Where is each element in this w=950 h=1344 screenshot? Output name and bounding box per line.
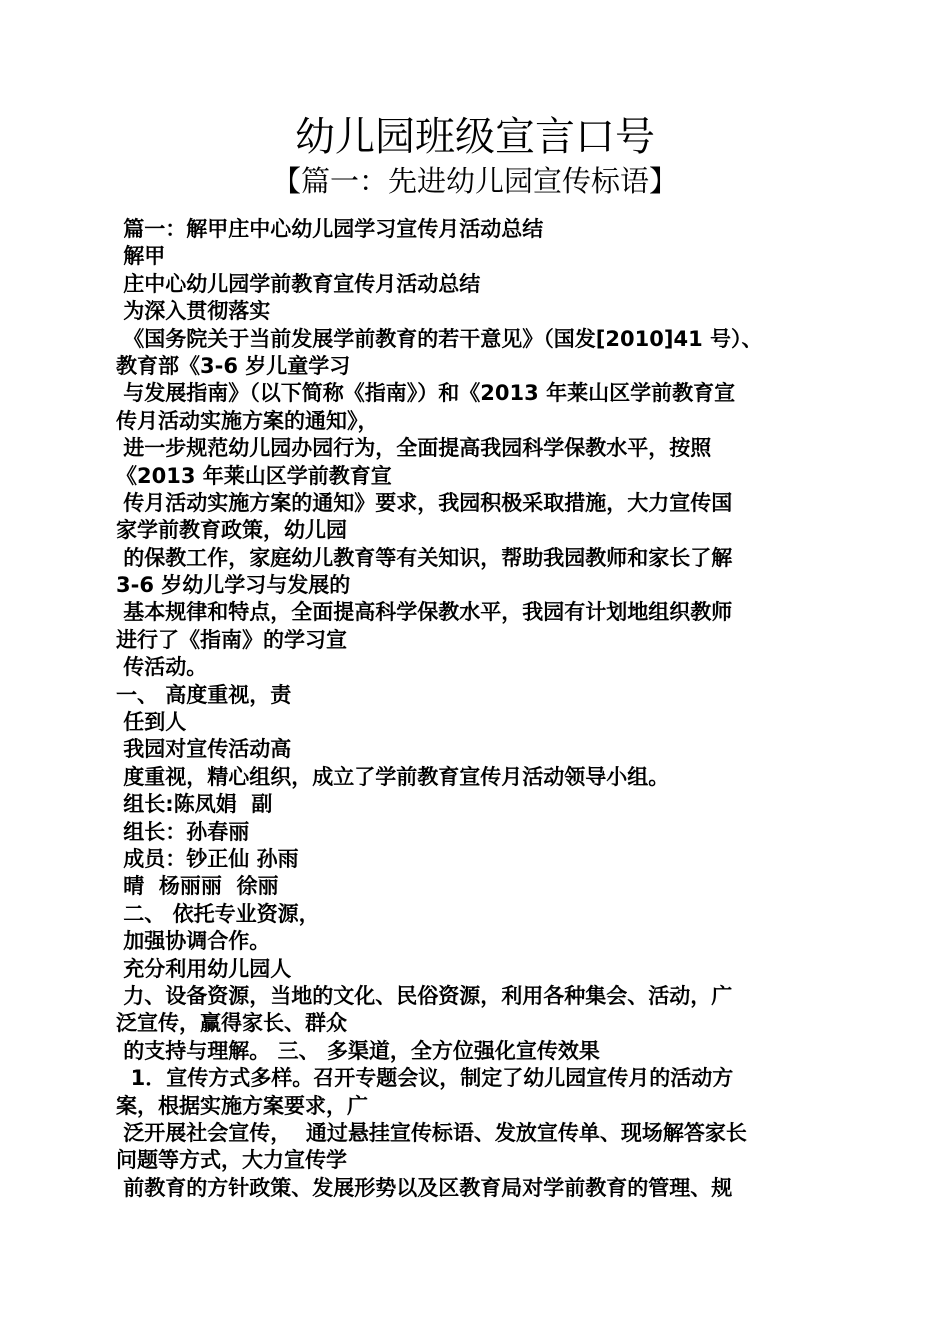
- body-line: 任到人: [116, 710, 187, 735]
- body-line: 组长:陈凤娟 副: [116, 792, 273, 817]
- body-line: 度重视，精心组织，成立了学前教育宣传月活动领导小组。: [116, 764, 670, 789]
- body-line: 二、 依托专业资源，: [116, 901, 320, 926]
- body-line: 教育部《3-6 岁儿童学习: [116, 353, 351, 378]
- body-line: 加强协调合作。: [116, 929, 271, 954]
- body-line: 家学前教育政策，幼儿园: [116, 518, 347, 543]
- document-body: [116, 216, 846, 1202]
- body-line: 前教育的方针政策、发展形势以及区教育局对学前教育的管理、规: [116, 1175, 733, 1200]
- body-line: 泛开展社会宣传， 通过悬挂宣传标语、发放宣传单、现场解答家长: [116, 1120, 747, 1145]
- body-line: 1．宣传方式多样。召开专题会议，制定了幼儿园宣传月的活动方: [116, 1066, 734, 1091]
- body-line: 进行了《指南》的学习宣: [116, 627, 347, 652]
- body-line: 《国务院关于当前发展学前教育的若干意见》（国发[2010]41 号）、: [116, 326, 763, 351]
- body-line: 一、 高度重视，责: [116, 682, 292, 707]
- body-line: 案，根据实施方案要求，广: [116, 1093, 368, 1118]
- body-line: 进一步规范幼儿园办园行为，全面提高我园科学保教水平，按照: [116, 436, 712, 461]
- body-line: 庄中心幼儿园学前教育宣传月活动总结: [116, 271, 481, 296]
- body-line: 晴 杨丽丽 徐丽: [116, 874, 279, 899]
- body-line: 为深入贯彻落实: [116, 299, 271, 324]
- body-line: 传月活动实施方案的通知》，: [116, 408, 379, 433]
- body-line: 篇一：解甲庄中心幼儿园学习宣传月活动总结: [116, 217, 544, 241]
- body-line: 充分利用幼儿园人: [116, 956, 292, 981]
- body-line: 3-6 岁幼儿学习与发展的: [116, 573, 351, 598]
- body-line: 成员：钞正仙 孙雨: [116, 846, 299, 871]
- body-line: 传月活动实施方案的通知》要求，我园积极采取措施，大力宣传国: [116, 490, 733, 515]
- document-title: 幼儿园班级宣言口号: [295, 114, 655, 160]
- body-line: 泛宣传，赢得家长、群众: [116, 1011, 347, 1036]
- body-line: 基本规律和特点，全面提高科学保教水平，我园有计划地组织教师: [116, 600, 733, 625]
- body-line: 问题等方式，大力宣传学: [116, 1148, 347, 1173]
- body-line: 解甲: [116, 244, 166, 269]
- body-line: 的保教工作，家庭幼儿教育等有关知识，帮助我园教师和家长了解: [116, 545, 733, 570]
- document-subtitle: 【篇一：先进幼儿园宣传标语】: [271, 164, 678, 198]
- body-line: 与发展指南》（以下简称《指南》）和《2013 年莱山区学前教育宣: [116, 381, 736, 406]
- body-line: 我园对宣传活动高: [116, 737, 292, 762]
- body-line: 力、设备资源，当地的文化、民俗资源，利用各种集会、活动，广: [116, 983, 733, 1008]
- body-line: 《2013 年莱山区学前教育宣: [116, 463, 392, 488]
- body-line: 组长：孙春丽: [116, 819, 250, 844]
- body-line: 的支持与理解。 三、 多渠道，全方位强化宣传效果: [116, 1038, 600, 1063]
- body-line: 传活动。: [116, 655, 208, 680]
